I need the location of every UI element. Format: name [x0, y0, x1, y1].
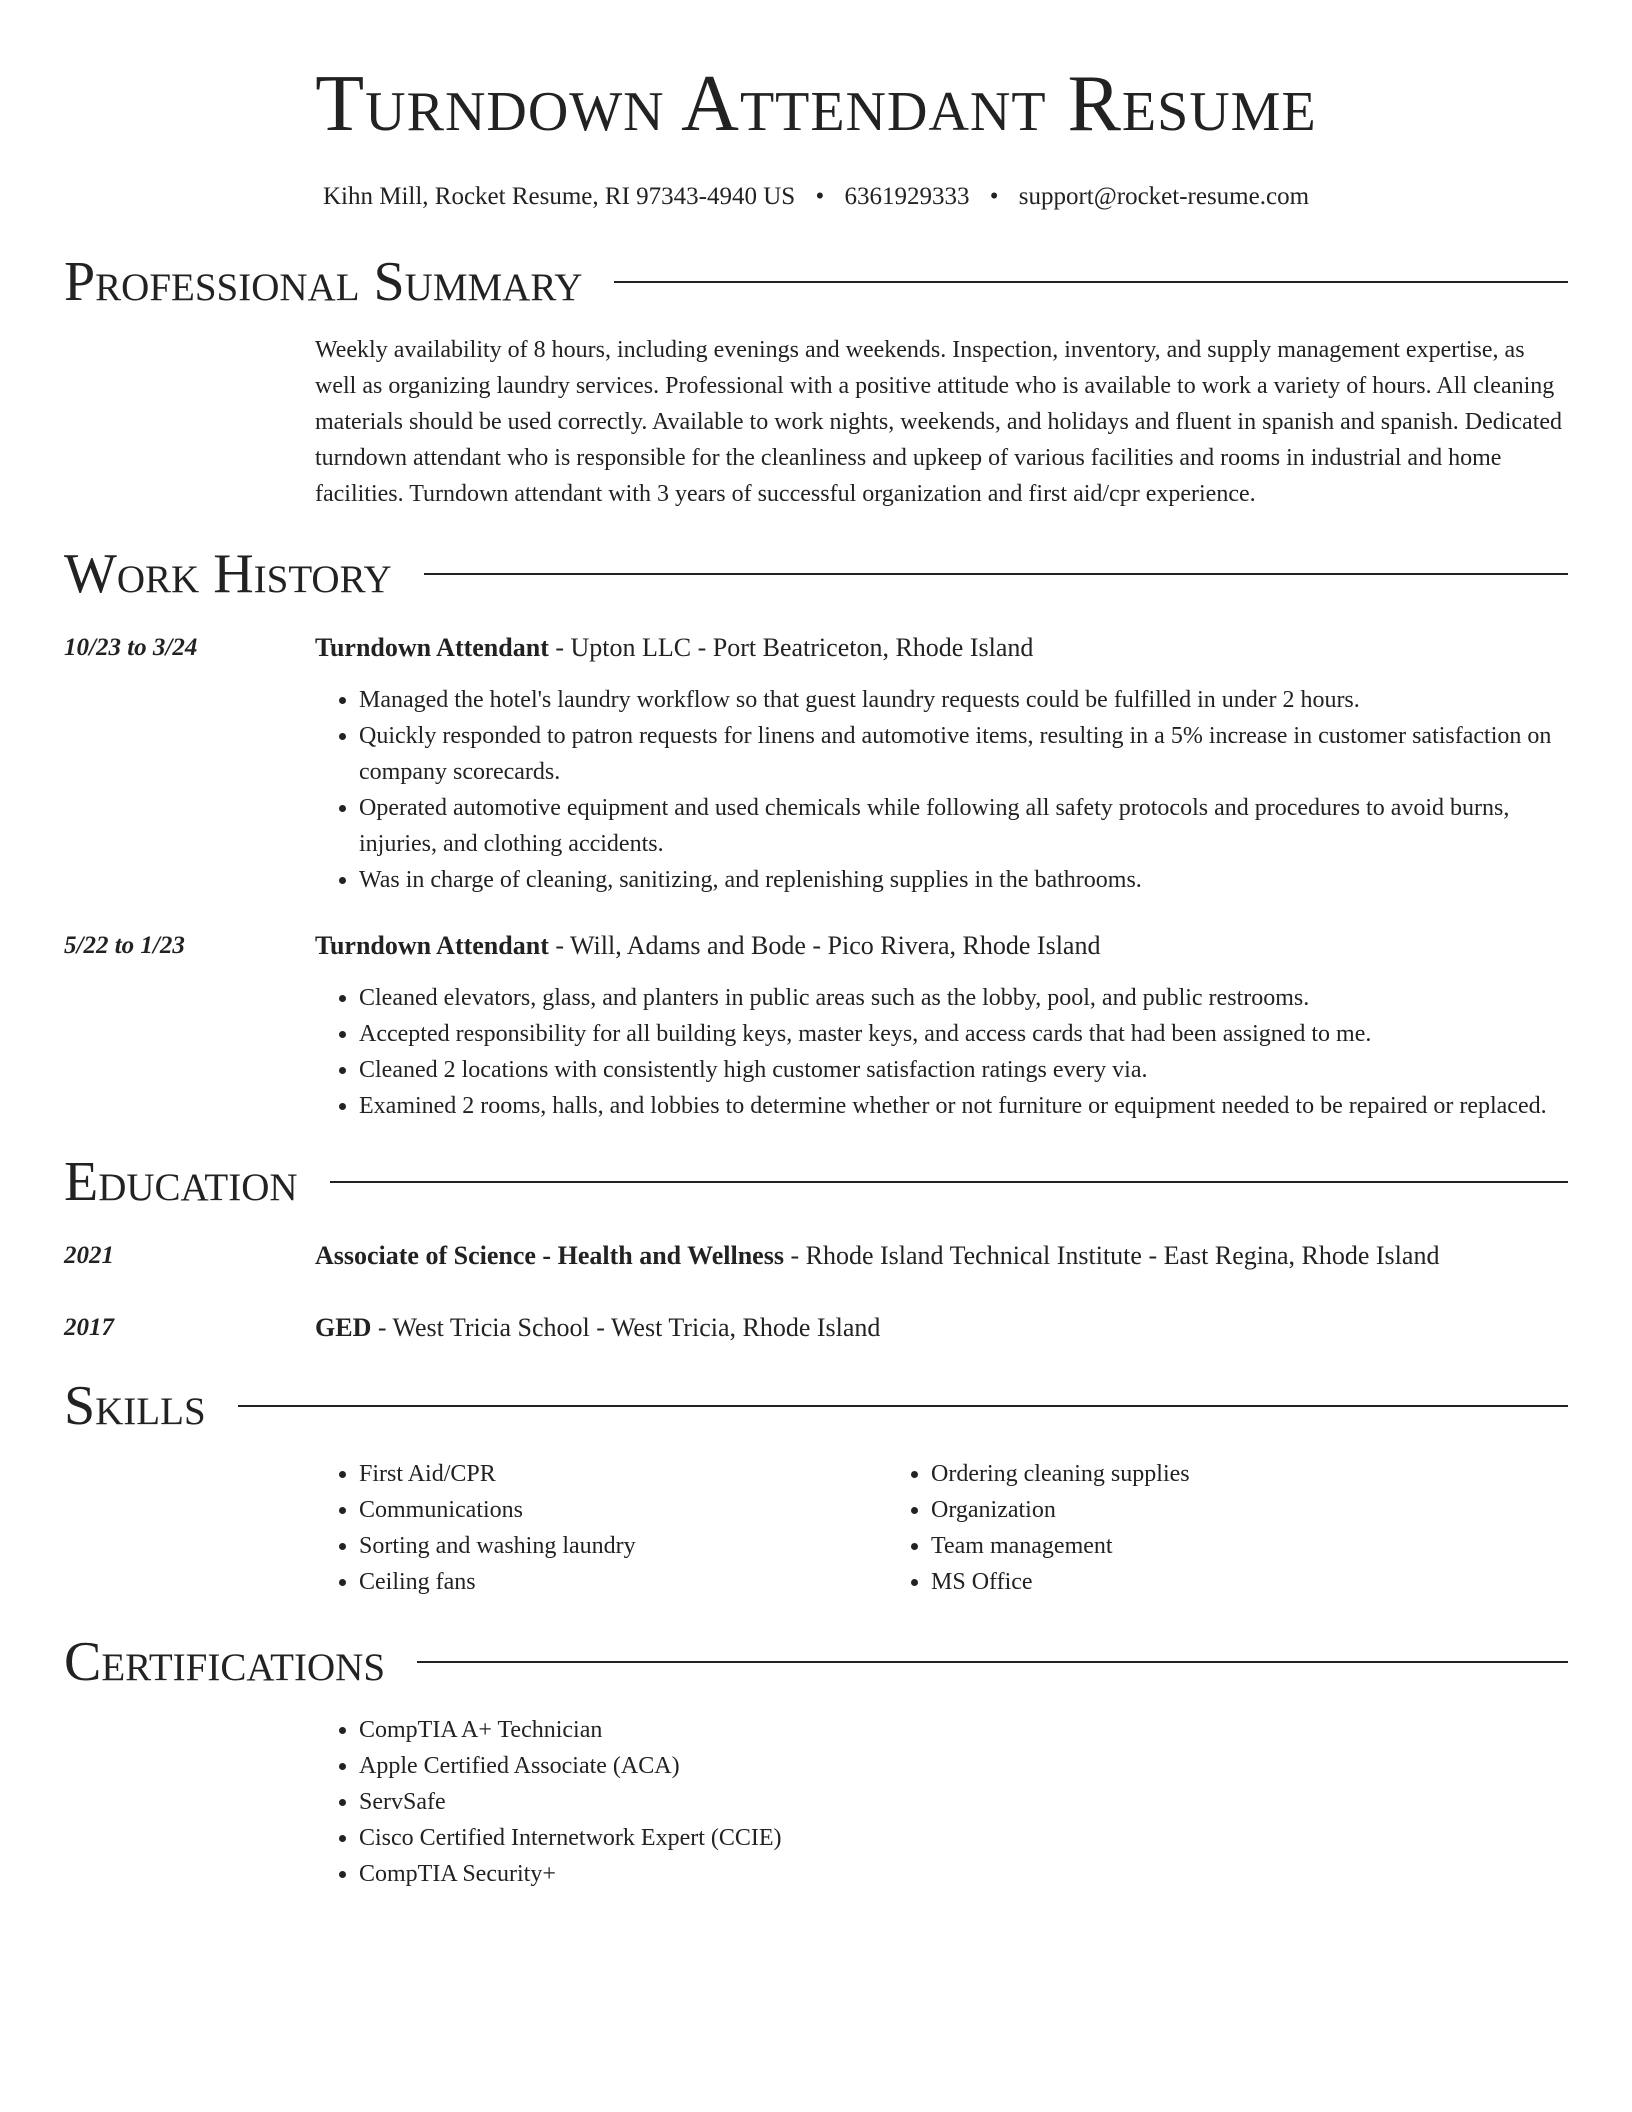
contact-separator: •	[815, 183, 825, 210]
section-divider	[424, 573, 1568, 575]
section-header	[64, 246, 1568, 318]
job-role: Turndown Attendant	[315, 633, 549, 662]
contact-separator: •	[989, 183, 999, 210]
contact-phone: 6361929333	[844, 183, 970, 210]
section-divider	[417, 1661, 1568, 1663]
list-item: • ServSafe	[359, 1784, 1568, 1820]
list-item: • Examined 2 rooms, halls, and lobbies to determine whether or not furniture or equipment needed to be repaired or replaced.	[359, 1088, 1568, 1124]
job-dates: 5/22 to 1/23	[64, 932, 185, 959]
job-employer: - Will, Adams and Bode - Pico Rivera, Rhode Island	[548, 931, 1101, 960]
skills-section	[64, 1370, 1568, 1600]
certifications-bullets	[315, 1712, 1568, 1892]
section-title-skills: Skills	[64, 1375, 206, 1437]
section-divider	[614, 281, 1568, 283]
list-item: • Ordering cleaning supplies	[931, 1456, 1459, 1492]
list-item: • Sorting and washing laundry	[359, 1528, 887, 1564]
resume-title: Turndown Attendant Resume	[315, 60, 1317, 148]
list-item: • MS Office	[931, 1564, 1459, 1600]
list-item: • Cleaned 2 locations with consistently high customer satisfaction ratings every via.	[359, 1052, 1568, 1088]
section-title-work-history: Work History	[64, 543, 392, 605]
job-heading	[315, 630, 1568, 666]
list-item: • Cisco Certified Internetwork Expert (CCIE)	[359, 1820, 1568, 1856]
section-title-certifications: Certifications	[64, 1631, 386, 1693]
education-section	[64, 1146, 1568, 1346]
education-heading	[315, 1238, 1568, 1274]
list-item: • Managed the hotel's laundry workflow so that guest laundry requests could be fulfilled in under 2 hours.	[359, 682, 1568, 718]
contact-line	[64, 182, 1568, 212]
job-entry	[64, 928, 1568, 1124]
education-entry	[64, 1238, 1568, 1274]
list-item: • Accepted responsibility for all building keys, master keys, and access cards that had been assigned to me.	[359, 1016, 1568, 1052]
skills-column-left	[315, 1456, 887, 1600]
job-body	[315, 928, 1568, 1124]
education-degree: Associate of Science - Health and Wellness	[315, 1241, 784, 1270]
list-item: • Was in charge of cleaning, sanitizing, and replenishing supplies in the bathrooms.	[359, 862, 1568, 898]
contact-email: support@rocket-resume.com	[1018, 183, 1310, 210]
list-item: • Organization	[931, 1492, 1459, 1528]
certifications-list	[315, 1712, 1568, 1892]
section-header	[64, 1370, 1568, 1442]
list-item: • Communications	[359, 1492, 887, 1528]
section-header	[64, 1146, 1568, 1218]
contact-address: Kihn Mill, Rocket Resume, RI 97343-4940 US	[322, 183, 796, 210]
education-year: 2017	[64, 1314, 114, 1341]
list-item: • Team management	[931, 1528, 1459, 1564]
list-item: • CompTIA A+ Technician	[359, 1712, 1568, 1748]
summary-text: Weekly availability of 8 hours, including evenings and weekends. Inspection, inventory, and supply management expertise, as well as organizing laundry services. Professional with a positive attitude who is available to work a variety of hours. All cleaning materials should be used correctly. Available to work nights, weekends, and holidays and fluent in spanish and spanish. Dedicated turndown attendant who is responsible for the cleanliness and upkeep of various facilities and rooms in industrial and home facilities. Turndown attendant with 3 years of successful organization and first aid/cpr experience.	[315, 337, 1563, 507]
skills-grid	[315, 1456, 1568, 1600]
job-employer: - Upton LLC - Port Beatriceton, Rhode Island	[548, 633, 1034, 662]
section-divider	[330, 1181, 1568, 1183]
skills-column-right	[887, 1456, 1459, 1600]
job-role: Turndown Attendant	[315, 931, 549, 960]
education-heading	[315, 1310, 1568, 1346]
work-history-section	[64, 538, 1568, 1124]
certifications-section	[64, 1626, 1568, 1892]
education-school: - West Tricia School - West Tricia, Rhode Island	[371, 1313, 881, 1342]
section-divider	[238, 1405, 1568, 1407]
job-bullets	[315, 682, 1568, 898]
list-item: • Quickly responded to patron requests for linens and automotive items, resulting in a 5% increase in customer satisfaction on company scorecards.	[359, 718, 1568, 790]
list-item: • CompTIA Security+	[359, 1856, 1568, 1892]
job-body	[315, 630, 1568, 898]
section-header	[64, 1626, 1568, 1698]
education-year: 2021	[64, 1242, 114, 1269]
education-degree: GED	[315, 1313, 372, 1342]
list-item: • Operated automotive equipment and used chemicals while following all safety protocols and procedures to avoid burns, injuries, and clothing accidents.	[359, 790, 1568, 862]
section-title-education: Education	[64, 1151, 298, 1213]
education-entry	[64, 1310, 1568, 1346]
education-school: - Rhode Island Technical Institute - East Regina, Rhode Island	[783, 1241, 1440, 1270]
section-header	[64, 538, 1568, 610]
section-title-summary: Professional Summary	[64, 251, 583, 313]
job-entry	[64, 630, 1568, 898]
job-dates: 10/23 to 3/24	[64, 634, 198, 661]
job-bullets	[315, 980, 1568, 1124]
list-item: • Ceiling fans	[359, 1564, 887, 1600]
summary-section	[64, 246, 1568, 512]
list-item: • Apple Certified Associate (ACA)	[359, 1748, 1568, 1784]
list-item: • First Aid/CPR	[359, 1456, 887, 1492]
job-heading	[315, 928, 1568, 964]
list-item: • Cleaned elevators, glass, and planters in public areas such as the lobby, pool, and public restrooms.	[359, 980, 1568, 1016]
